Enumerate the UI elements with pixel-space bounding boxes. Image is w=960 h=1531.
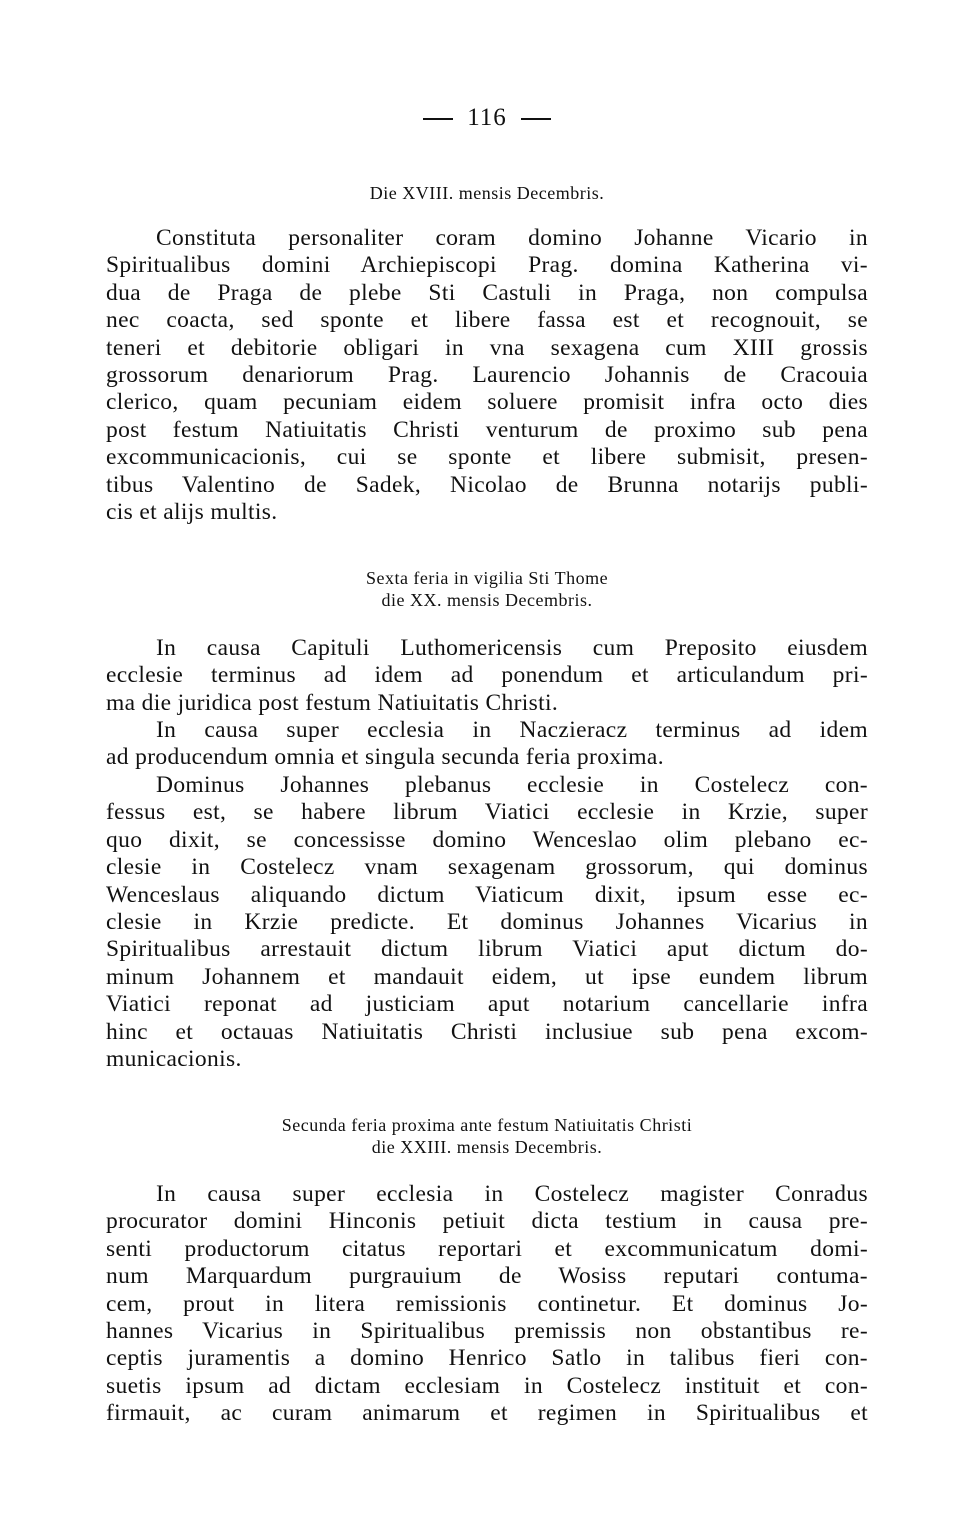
text-line: cis et alijs multis. (106, 498, 278, 525)
text-line: hannes Vicarius in Spiritualibus premissis non obstantibus re- (106, 1317, 868, 1344)
text-line: Wenceslaus aliquando dictum Viaticum dixit, ipsum esse ec- (106, 881, 868, 908)
text-line: ad producendum omnia et singula secunda feria proxima. (106, 744, 664, 771)
paragraph-2 (106, 635, 868, 717)
dash-right (521, 118, 551, 120)
text-line: Dominus Johannes plebanus ecclesie in Costelecz con- (156, 772, 868, 798)
dash-left (423, 118, 453, 120)
text-line: In causa super ecclesia in Costelecz magister Conradus (156, 1181, 868, 1207)
text-line: excommunicacionis, cui se sponte et libere submisit, presen- (106, 444, 868, 471)
text-line: nec coacta, sed sponte et libere fassa est et recognouit, se (106, 307, 868, 334)
paragraph-1 (106, 225, 868, 526)
text-line: cem, prout in litera remissionis continetur. Et dominus Jo- (106, 1290, 868, 1317)
section-heading-2 (106, 567, 868, 611)
text-line: In causa Capituli Luthomericensis cum Preposito eiusdem (156, 635, 868, 661)
heading-line: die XXIII. mensis Decembris. (371, 1137, 603, 1157)
text-line: ceptis juramentis a domino Henrico Satlo in talibus fieri con- (106, 1345, 868, 1372)
text-line: ma die juridica post festum Natiuitatis Christi. (106, 689, 559, 716)
paragraph-4 (106, 772, 868, 1073)
text-line: num Marquardum purgrauium de Wosiss reputari contuma- (106, 1263, 868, 1290)
text-line: grossorum denariorum Prag. Laurencio Johannis de Cracouia (106, 361, 868, 388)
text-line: Viatici reponat ad justiciam aput notarium cancellarie infra (106, 991, 868, 1018)
text-line: ecclesie terminus ad idem ad ponendum et articulandum pri- (106, 662, 868, 689)
text-line: municacionis. (106, 1045, 242, 1072)
text-line: procurator domini Hinconis petiuit dicta testium in causa pre- (106, 1208, 868, 1235)
section-heading-1 (106, 182, 868, 204)
heading-line: Sexta feria in vigilia Sti Thome (365, 568, 609, 588)
paragraph-3 (106, 717, 868, 772)
text-line: suetis ipsum ad dictam ecclesiam in Costelecz instituit et con- (106, 1372, 868, 1399)
text-line: Spiritualibus arrestauit dictum librum Viatici aput dictum do- (106, 936, 868, 963)
heading-line: Die XVIII. mensis Decembris. (369, 183, 605, 203)
text-line: quo dixit, se concessisse domino Wenceslao olim plebano ec- (106, 826, 868, 853)
section-heading-3 (106, 1114, 868, 1158)
text-line: clesie in Krzie predicte. Et dominus Johannes Vicarius in (106, 908, 868, 935)
text-line: teneri et debitorie obligari in vna sexagena cum XIII grossis (106, 334, 868, 361)
text-line: senti productorum citatus reportari et excommunicatum domi- (106, 1235, 868, 1262)
text-line: clerico, quam pecuniam eidem soluere promisit infra octo dies (106, 389, 868, 416)
paragraph-5 (106, 1181, 868, 1428)
text-line: hinc et octauas Natiuitatis Christi inclusiue sub pena excom- (106, 1018, 868, 1045)
text-line: firmauit, ac curam animarum et regimen in Spiritualibus et (106, 1400, 868, 1427)
page-number: 116 (467, 104, 507, 131)
text-line: clesie in Costelecz vnam sexagenam grossorum, qui dominus (106, 854, 868, 881)
page-number-header (106, 104, 868, 132)
heading-line: die XX. mensis Decembris. (381, 590, 593, 610)
text-line: In causa super ecclesia in Naczieracz terminus ad idem (156, 717, 868, 743)
text-line: minum Johannem et mandauit eidem, ut ipse eundem librum (106, 963, 868, 990)
text-line: Spiritualibus domini Archiepiscopi Prag. domina Katherina vi- (106, 252, 868, 279)
text-line: fessus est, se habere librum Viatici ecclesie in Krzie, super (106, 799, 868, 826)
text-line: tibus Valentino de Sadek, Nicolao de Brunna notarijs publi- (106, 471, 868, 498)
heading-line: Secunda feria proxima ante festum Natiuitatis Christi (281, 1115, 693, 1135)
text-line: dua de Praga de plebe Sti Castuli in Praga, non compulsa (106, 279, 868, 306)
text-line: post festum Natiuitatis Christi venturum de proximo sub pena (106, 416, 868, 443)
text-line: Constituta personaliter coram domino Johanne Vicario in (156, 225, 868, 251)
